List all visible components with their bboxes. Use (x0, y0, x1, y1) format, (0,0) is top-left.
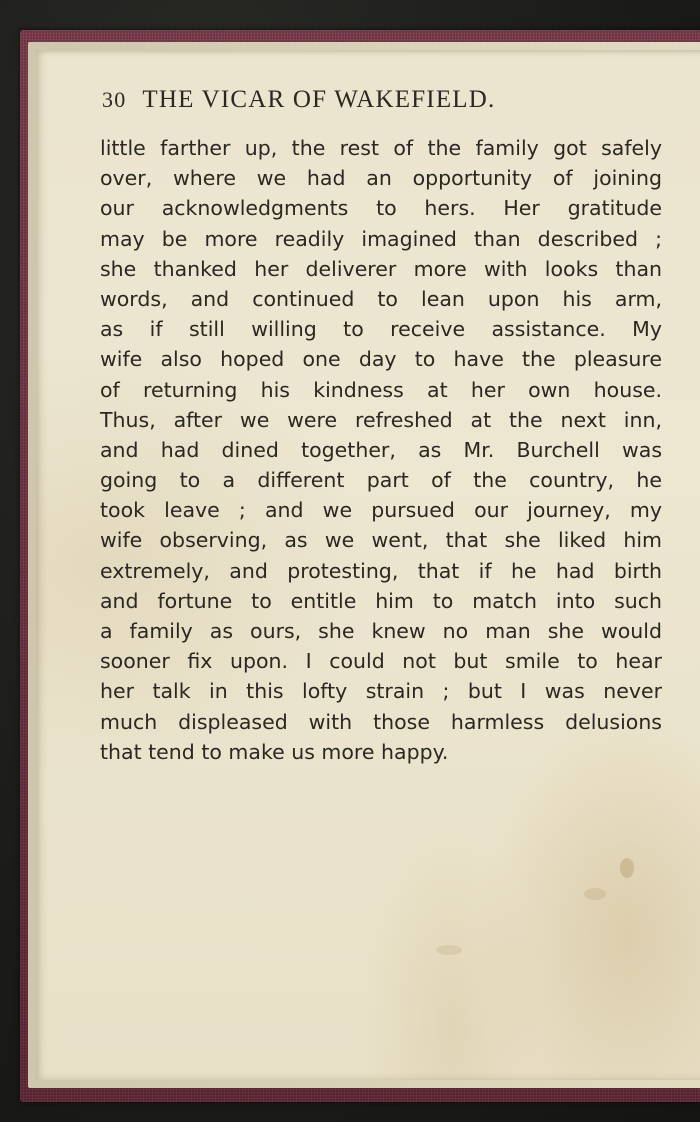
foxing-spot (620, 858, 634, 878)
book-page (36, 50, 700, 1080)
running-title: THE VICAR OF WAKEFIELD. (142, 86, 496, 113)
text-line: our acknowledgments to hers. Her gratitude (100, 196, 662, 221)
text-line: and had dined together, as Mr. Burchell was (100, 437, 662, 462)
text-line: extremely, and protesting, that if he had birth (100, 558, 662, 583)
text-line: that tend to make us more happy. (100, 739, 449, 764)
text-line: and fortune to entitle him to match into such (100, 588, 662, 613)
text-line: sooner fix upon. I could not but smile to hear (100, 649, 662, 674)
text-line: wife also hoped one day to have the pleasure (100, 347, 662, 372)
text-line: took leave ; and we pursued our journey, my (100, 498, 662, 523)
text-line: Thus, after we were refreshed at the next inn, (100, 407, 662, 432)
text-line: a family as ours, she knew no man she would (100, 619, 662, 643)
text-line: may be more readily imagined than described ; (100, 226, 662, 251)
foxing-spot (436, 945, 462, 955)
text-line: wife observing, as we went, that she liked him (100, 528, 662, 553)
text-line: little farther up, the rest of the family got safely (100, 136, 662, 160)
text-line: words, and continued to lean upon his arm, (100, 286, 662, 311)
text-line: of returning his kindness at her own house. (100, 377, 662, 402)
page-number: 30 (102, 87, 127, 112)
text-line: much displeased with those harmless delusions (100, 709, 662, 734)
running-head (102, 86, 495, 114)
text-line: she thanked her deliverer more with looks than (100, 256, 662, 281)
foxing-spot (584, 888, 606, 900)
text-line: over, where we had an opportunity of joining (100, 166, 662, 191)
body-text (100, 133, 662, 767)
text-line: as if still willing to receive assistance. My (100, 317, 662, 342)
text-line: going to a different part of the country, he (100, 468, 662, 493)
text-line: her talk in this lofty strain ; but I was never (100, 679, 662, 704)
